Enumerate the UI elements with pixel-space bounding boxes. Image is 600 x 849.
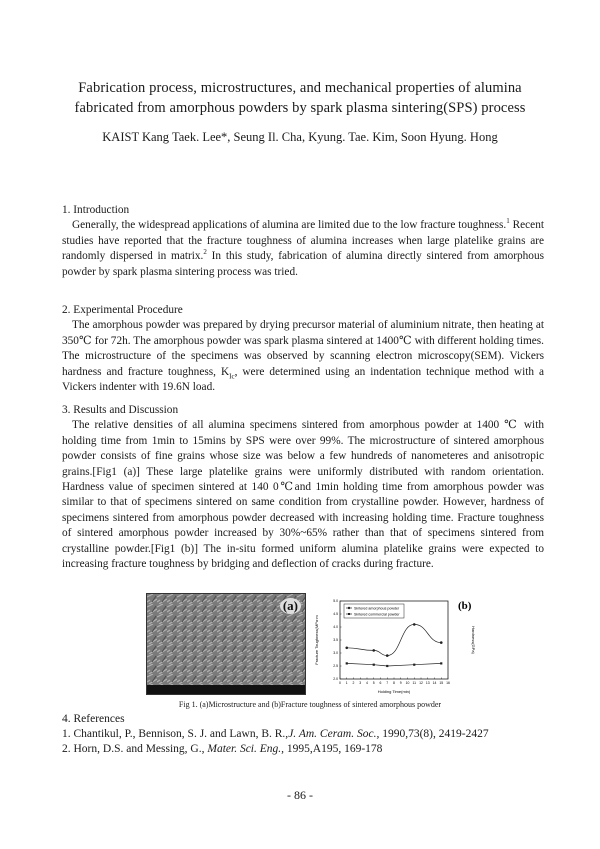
section-paragraph (62, 318, 544, 395)
intro-text-1: Generally, the widespread applications of alumina are limited due to the low fracture toughness. (72, 219, 507, 232)
x-tick-label: 16 (446, 681, 450, 685)
data-point-amorphous (386, 654, 389, 657)
citation-2: 2 (203, 248, 207, 257)
y-tick-label: 4.5 (333, 612, 338, 617)
reference-1-journal: J. Am. Ceram. Soc., (288, 728, 380, 741)
panel-label-b: (b) (458, 600, 472, 612)
section-heading: 4. References (62, 713, 125, 725)
legend-label-amorphous: Sintered amorphous powder (354, 606, 400, 611)
reference-1 (62, 727, 562, 742)
section-experimental (62, 303, 544, 395)
panel-label-a: (a) (280, 598, 301, 614)
x-tick-label: 2 (352, 681, 355, 685)
y-tick-label: 5.0 (333, 599, 338, 604)
author-list: KAIST Kang Taek. Lee*, Seung Il. Cha, Kyung. Tae. Kim, Soon Hyung. Hong (102, 130, 498, 144)
section-heading: 2. Experimental Procedure (62, 304, 183, 316)
experimental-text-2: , were determined using an indentation technique method with a Vickers indenter with 19.6N load. (62, 365, 545, 394)
y-tick-label: 2.5 (333, 664, 338, 669)
x-tick-label: 0 (339, 681, 341, 685)
x-tick-label: 7 (386, 681, 389, 685)
reference-1-authors: 1. Chantikul, P., Bennison, S. J. and Lawn, B. R., (62, 728, 289, 741)
x-tick-label: 4 (366, 681, 368, 685)
y-tick-label: 3.0 (333, 651, 338, 656)
section-heading: 3. Results and Discussion (62, 404, 179, 416)
data-point-commercial (413, 664, 415, 666)
x-tick-label: 5 (372, 681, 375, 685)
data-point-commercial (440, 662, 442, 664)
x-tick-label: 10 (405, 681, 410, 685)
reference-2 (62, 742, 562, 757)
citation-1: 1 (506, 217, 510, 226)
reference-2-journal: Mater. Sci. Eng., (204, 743, 285, 756)
data-point-commercial (373, 664, 375, 666)
intro-text-2: Recent studies have reported that the fracture toughness of alumina increases when large platelike grains are randomly dispersed in matrix. (62, 219, 544, 263)
legend-marker-commercial (348, 613, 350, 615)
data-point-amorphous (440, 641, 443, 644)
figure-caption: Fig 1. (a)Microstructure and (b)Fracture toughness of sintered amorphous powder (178, 700, 442, 709)
section-references (62, 712, 562, 758)
reference-2-authors: 2. Horn, D.S. and Messing, G., (62, 743, 205, 756)
x-tick-label: 9 (399, 681, 402, 685)
x-axis-label: Holding Time(min) (377, 689, 411, 694)
x-tick-label: 1 (345, 681, 348, 685)
section-results (62, 403, 544, 572)
data-point-commercial (346, 662, 348, 664)
x-tick-label: 15 (439, 681, 444, 685)
sem-micrograph (146, 593, 306, 695)
legend-label-commercial: Sintered commercial powder (354, 612, 400, 617)
section-introduction (62, 203, 544, 280)
data-point-amorphous (413, 623, 416, 626)
title-line-1: Fabrication process, microstructures, and mechanical properties of alumina (78, 80, 522, 96)
section-paragraph (62, 218, 544, 280)
y-tick-label: 4.0 (333, 625, 338, 630)
kic-subscript: Ic (229, 371, 235, 380)
data-point-amorphous (372, 649, 375, 652)
figure-1 (140, 593, 480, 708)
chart-legend (344, 604, 404, 618)
y-axis-label: Fracture Toughness(MPa·m (314, 615, 319, 665)
y-tick-label: 3.5 (333, 638, 338, 643)
toughness-chart (310, 593, 478, 698)
experimental-text-1: The amorphous powder was prepared by drying precursor material of aluminium nitrate, then heating at 350℃ for 72h. The amorphous powder was spark plasma sintered at 1400℃ with different holding times. The microstructure of the specimens was observed by scanning electron microscopy(SEM). Vickers hardness and fracture toughness, K (62, 319, 544, 378)
y-tick-label: 2.0 (333, 677, 338, 682)
reference-2-details: 1995,A195, 169-178 (284, 743, 383, 756)
x-tick-label: 8 (393, 681, 395, 685)
data-point-amorphous (345, 647, 348, 650)
x-tick-label: 13 (425, 681, 430, 685)
x-tick-label: 12 (419, 681, 423, 685)
page-number: - 86 - (287, 788, 313, 802)
x-tick-label: 3 (359, 681, 362, 685)
reference-1-details: 1990,73(8), 2419-2427 (379, 728, 489, 741)
y2-axis-label: Hardness(GPa) (471, 626, 476, 654)
intro-text-3: In this study, fabrication of alumina directly sintered from amorphous powder by spark plasma sintering process was tried. (62, 250, 544, 278)
data-point-commercial (386, 665, 388, 667)
legend-marker-amorphous (348, 607, 350, 609)
x-tick-label: 11 (412, 681, 417, 685)
paper-title (40, 78, 560, 118)
x-tick-label: 6 (379, 681, 382, 685)
scale-bar (147, 685, 305, 694)
x-tick-label: 14 (432, 681, 437, 685)
title-line-2: fabricated from amorphous powders by spark plasma sintering(SPS) process (74, 100, 526, 116)
section-paragraph: The relative densities of all alumina specimens sintered from amorphous powder at 1400 ℃ with holding time from 1min to 15mins by SPS were over 99%. The microstructure of sintered amorphous powder consists of fine grains whose size was below a few hundreds of nanometeres and anisotropic grains.[Fig1 (a)] These large platelike grains were uniformly distributed with random orientation. Hardness value of specimen sintered at 140 0℃and 1min holding time from amorphous powder was similar to that of specimens sintered on same condition from crystalline powder. However, hardness of specimens sintered from amorphous powder decreased with increasing holding time. Fracture toughness of sintered amorphous powder increased by 30%~65% rather than that of specimens sintered from crystalline powder.[Fig1 (b)] The in-situ formed uniform alumina platelike grains were expected to increasing fracture toughness by bridging and deflection of cracks during fracture. (62, 419, 544, 571)
section-heading: 1. Introduction (62, 204, 130, 216)
